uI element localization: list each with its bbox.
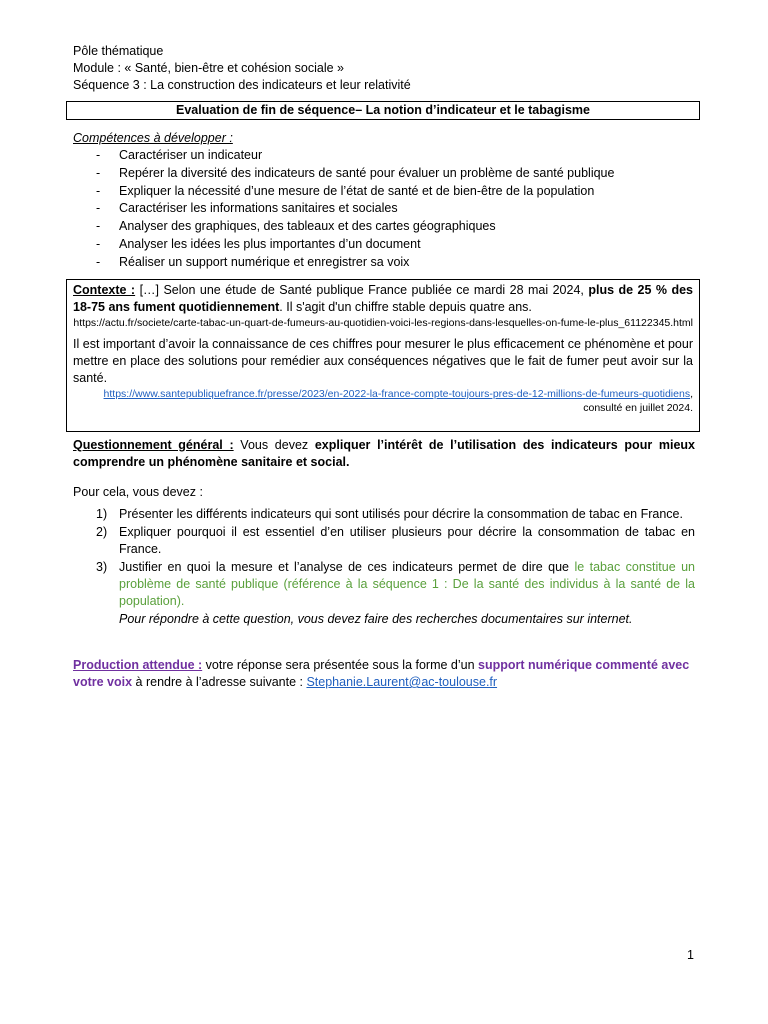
- competences-section: [73, 130, 703, 272]
- questionnement-general: [73, 437, 695, 471]
- page-number: 1: [687, 948, 694, 962]
- list-item: - Repérer la diversité des indicateurs de santé pour évaluer un problème de santé publique: [73, 165, 703, 183]
- competences-heading: Compétences à développer :: [73, 131, 233, 145]
- step-number: 2): [96, 525, 108, 539]
- header-sequence: Séquence 3 : La construction des indicateurs et leur relativité: [73, 78, 411, 92]
- contexte-text-end: . Il s'agit d'un chiffre stable depuis quatre ans.: [279, 300, 532, 314]
- contexte-text: […] Selon une étude de Santé publique France publiée ce mardi 28 mai 2024,: [135, 283, 589, 297]
- production-label: Production attendue :: [73, 658, 203, 672]
- contexte-label: Contexte :: [73, 283, 136, 297]
- research-note: Pour répondre à cette question, vous devez faire des recherches documentaires sur internet.: [119, 612, 633, 626]
- production-bold: support numérique commenté avec votre voix: [73, 658, 690, 689]
- list-item: - Analyser des graphiques, des tableaux et des cartes géographiques: [73, 218, 703, 236]
- list-item: [73, 506, 695, 523]
- step-text: Justifier en quoi la mesure et l’analyse de ces indicateurs permet de dire que: [119, 560, 575, 574]
- source-consulted: , consulté en juillet 2024.: [583, 388, 693, 414]
- header-module: Module : « Santé, bien-être et cohésion sociale »: [73, 61, 345, 75]
- source-santepublique: [73, 387, 693, 415]
- source-link-santepublique[interactable]: https://www.santepubliquefrance.fr/presse/2023/en-2022-la-france-compte-toujours-pres-de-12-millions-de-fumeurs-quotidiens: [103, 388, 691, 400]
- production-text-2: à rendre à l’adresse suivante :: [132, 675, 307, 689]
- email-link[interactable]: Stephanie.Laurent@ac-toulouse.fr: [306, 675, 498, 689]
- competences-list: [73, 147, 703, 272]
- step-number: 3): [96, 560, 108, 574]
- contexte-paragraph: [73, 282, 693, 316]
- question-text: Vous devez: [233, 438, 315, 452]
- list-item: - Caractériser un indicateur: [73, 147, 703, 165]
- steps-list: [73, 506, 695, 628]
- header-pole: Pôle thématique: [73, 44, 164, 58]
- evaluation-title: Evaluation de fin de séquence– La notion d’indicateur et le tabagisme: [66, 101, 700, 120]
- document-header: [73, 43, 411, 94]
- question-label: Questionnement général :: [73, 438, 234, 452]
- question-bold: expliquer l’intérêt de l’utilisation des indicateurs pour mieux comprendre un phénomène sanitaire et social.: [73, 438, 696, 469]
- production-text: votre réponse sera présentée sous la forme d’un: [202, 658, 479, 672]
- list-item: - Analyser les idées les plus importantes d’un document: [73, 236, 703, 254]
- list-item: [73, 524, 695, 558]
- list-item: - Caractériser les informations sanitaires et sociales: [73, 200, 703, 218]
- contexte-box: [66, 279, 700, 432]
- source-url-actu: https://actu.fr/societe/carte-tabac-un-quart-de-fumeurs-au-quotidien-voici-les-regions-dans-lesquelles-on-fume-le-plus_61122345.html: [73, 317, 693, 329]
- list-item: - Réaliser un support numérique et enregistrer sa voix: [73, 254, 703, 272]
- pour-cela: Pour cela, vous devez :: [73, 485, 203, 499]
- list-item: [73, 559, 695, 610]
- contexte-highlight: plus de 25 % des 18-75 ans fument quotidiennement: [73, 283, 694, 314]
- step-number: 1): [96, 507, 108, 521]
- step-text: Expliquer pourquoi il est essentiel d’en utiliser plusieurs pour décrire la consommation de tabac en France.: [119, 525, 695, 556]
- list-item: - Expliquer la nécessité d’une mesure de l’état de santé et de bien-être de la population: [73, 183, 703, 201]
- step-green-text: le tabac constitue un problème de santé publique (référence à la séquence 1 : De la santé des individus à la santé de la population): [119, 560, 695, 608]
- step-text: Présenter les différents indicateurs qui sont utilisés pour décrire la consommation de tabac en France.: [119, 507, 683, 521]
- step-green-period: .: [180, 594, 185, 608]
- contexte-paragraph-2: Il est important d’avoir la connaissance de ces chiffres pour mesurer le plus efficacement ce phénomène et pour mettre en place des solutions pour remédier aux conséquences négatives que le fait de fumer peut avoir sur la santé.: [73, 337, 693, 385]
- production-attendue: [73, 657, 695, 691]
